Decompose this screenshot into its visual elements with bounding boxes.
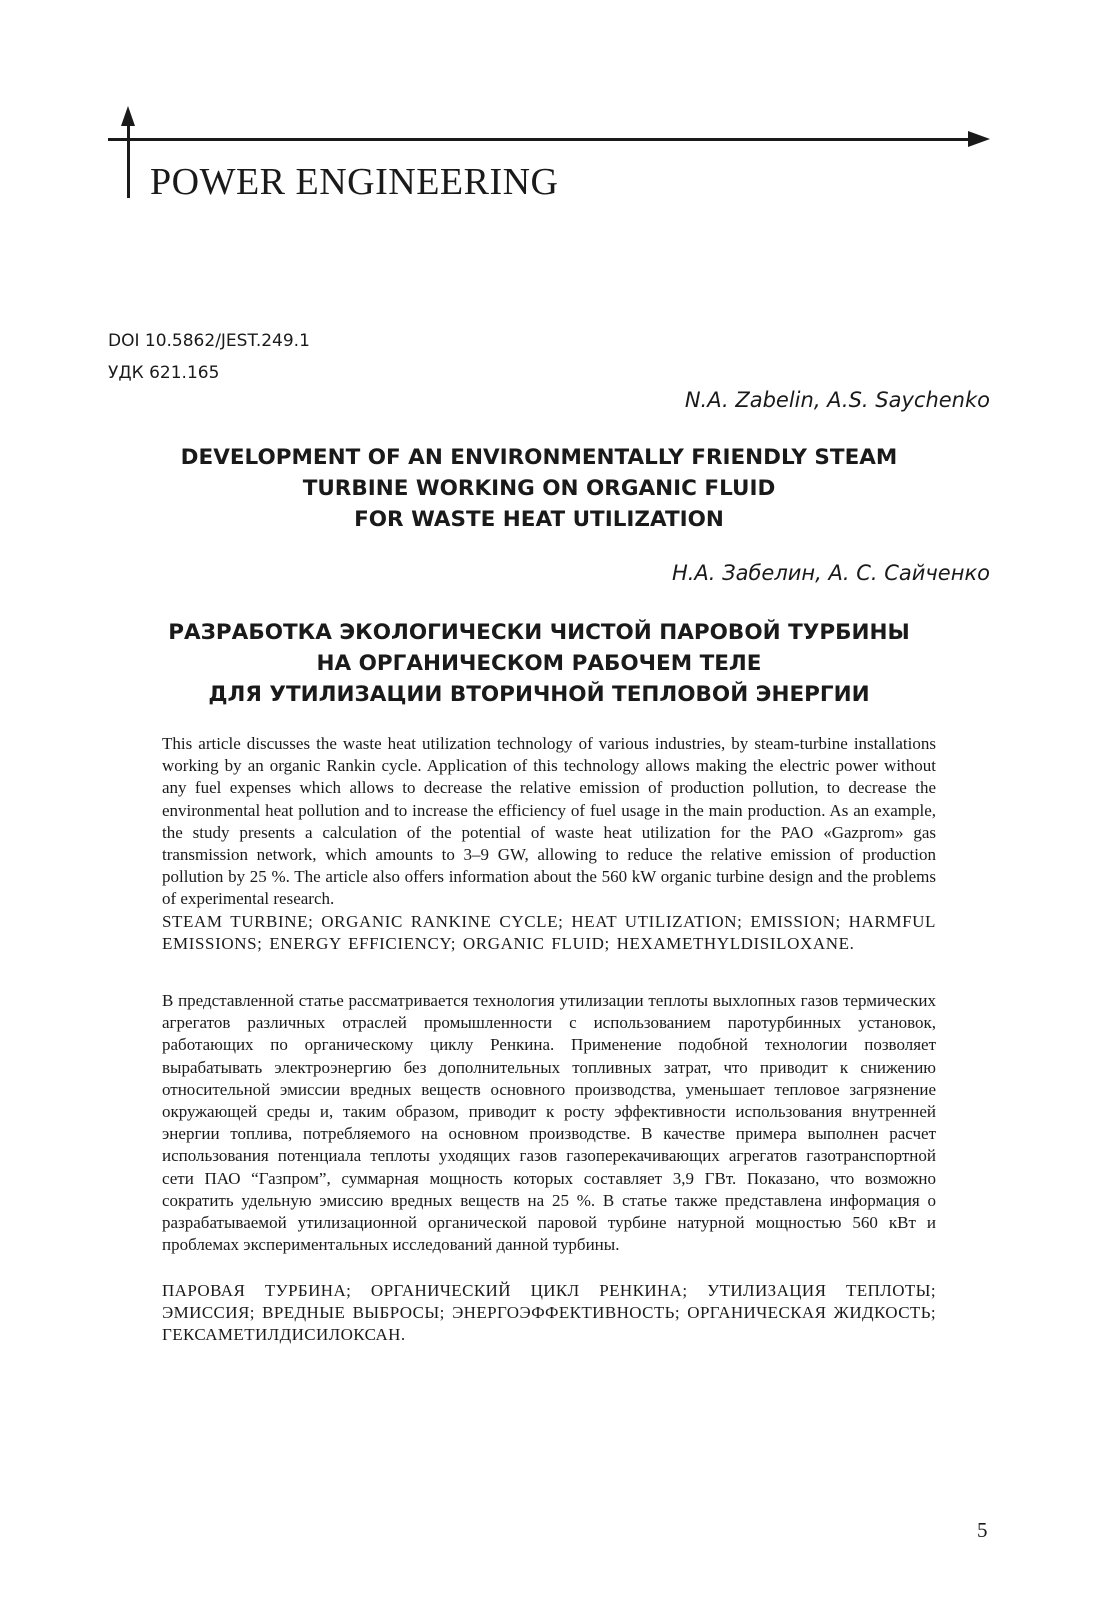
title-line: FOR WASTE HEAT UTILIZATION (354, 507, 724, 532)
header-vertical-rule (127, 120, 130, 198)
page-number: 5 (977, 1518, 988, 1542)
keywords-russian: ПАРОВАЯ ТУРБИНА; ОРГАНИЧЕСКИЙ ЦИКЛ РЕНКИНА; УТИЛИЗАЦИЯ ТЕПЛОТЫ; ЭМИССИЯ; ВРЕДНЫЕ ВЫБРОСЫ; ЭНЕРГОЭФФЕКТИВНОСТЬ; ОРГАНИЧЕСКАЯ ЖИДКОСТЬ; ГЕКСАМЕТИЛДИСИЛОКСАН. (162, 1281, 936, 1345)
abstract-russian: В представленной статье рассматривается технология утилизации теплоты выхлопных газов термических агрегатов различных отраслей промышленности с использованием паротурбинных установок, работающих по органическому циклу Ренкина. Применение подобной технологии позволяет вырабатывать электроэнергию без дополнительных топливных затрат, что приводит к снижению относительной эмиссии вредных веществ основного производства, уменьшает тепловое загрязнение окружающей среды и, таким образом, приводит к росту эффективности использования внутренней энергии топлива, потребляемого на основном производстве. В качестве примера выполнен расчет использования потенциала теплоты уходящих газов газоперекачивающих агрегатов газотранспортной сети ПАО “Газпром”, суммарная мощность которых составляет 3,9 ГВт. Показано, что возможно сократить удельную эмиссию вредных веществ на 25 %. В статье также представлена информация о разрабатываемой утилизационной органической паровой турбине натурной мощностью 560 кВт и проблемах экспериментальных исследований данной турбины. (162, 991, 936, 1255)
title-line: НА ОРГАНИЧЕСКОМ РАБОЧЕМ ТЕЛЕ (316, 651, 762, 676)
article-title-english (108, 442, 970, 535)
doi: DOI 10.5862/JEST.249.1 (108, 331, 310, 351)
udk-code: УДК 621.165 (108, 363, 220, 383)
keywords-english: STEAM TURBINE; ORGANIC RANKINE CYCLE; HEAT UTILIZATION; EMISSION; HARMFUL EMISSIONS; ENERGY EFFICIENCY; ORGANIC FLUID; HEXAMETHYLDISILOXANE. (162, 912, 936, 954)
section-title: POWER ENGINEERING (150, 161, 559, 203)
header-rule (108, 138, 970, 141)
article-title-russian (108, 617, 970, 710)
authors-english: N.A. Zabelin, A.S. Saychenko (684, 388, 990, 412)
arrow-up-icon (121, 106, 135, 126)
title-line: DEVELOPMENT OF AN ENVIRONMENTALLY FRIENDLY STEAM (180, 445, 898, 470)
title-line: TURBINE WORKING ON ORGANIC FLUID (302, 476, 776, 501)
arrow-right-icon (968, 131, 990, 147)
title-line: РАЗРАБОТКА ЭКОЛОГИЧЕСКИ ЧИСТОЙ ПАРОВОЙ ТУРБИНЫ (168, 620, 910, 645)
abstract-english: This article discusses the waste heat utilization technology of various industries, by steam-turbine installations working by an organic Rankin cycle. Application of this technology allows making the electric power without any fuel expenses which allows to decrease the relative emission of production pollution, to decrease the environmental heat pollution and to increase the efficiency of fuel usage in the main production. As an example, the study presents a calculation of the potential of waste heat utilization for the PAO «Gazprom» gas transmission network, which amounts to 3–9 GW, allowing to reduce the relative emission of production pollution by 25 %. The article also offers information about the 560 kW organic turbine design and the problems of experimental research. (162, 734, 936, 909)
title-line: ДЛЯ УТИЛИЗАЦИИ ВТОРИЧНОЙ ТЕПЛОВОЙ ЭНЕРГИИ (208, 682, 870, 707)
authors-russian: Н.А. Забелин, А. С. Сайченко (671, 561, 990, 585)
